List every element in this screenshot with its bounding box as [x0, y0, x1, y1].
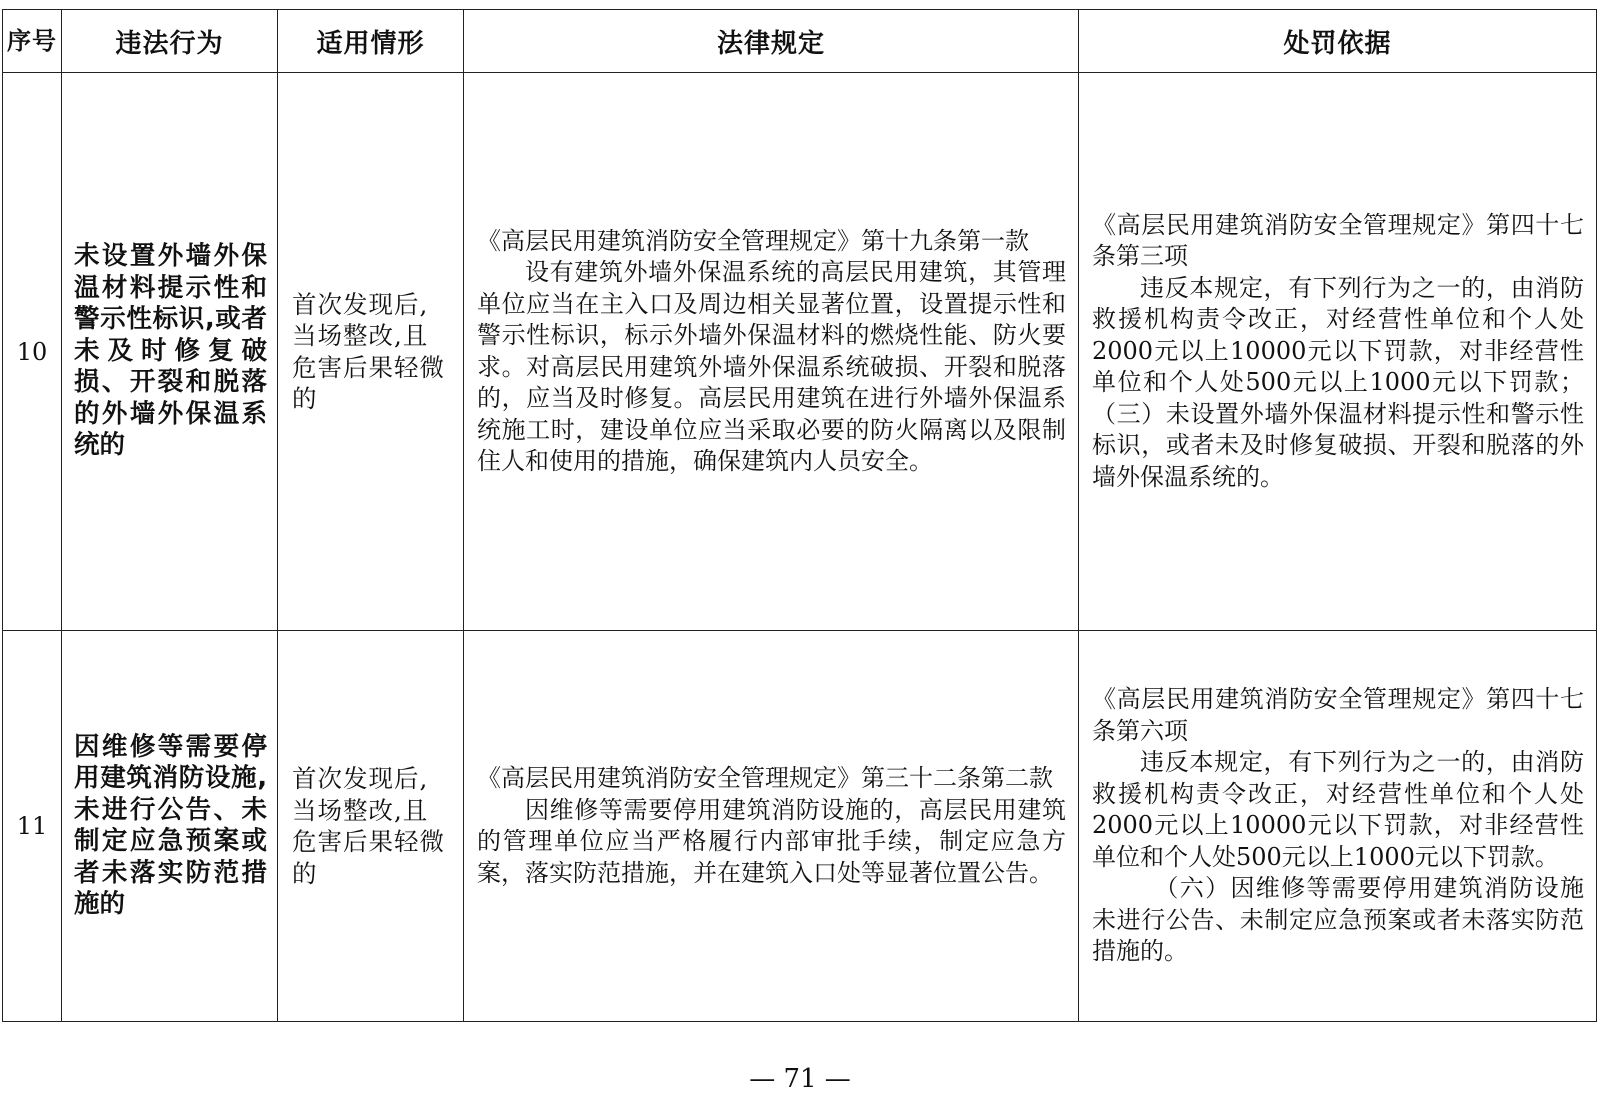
basis-title: 《高层民用建筑消防安全管理规定》第四十七条第六项 — [1092, 685, 1584, 745]
header-legal-provision: 法律规定 — [464, 10, 1079, 73]
header-applicable-case: 适用情形 — [278, 10, 464, 73]
page-number: — 71 — — [749, 1064, 851, 1094]
basis-text: 违反本规定，有下列行为之一的，由消防救援机构责令改正，对经营性单位和个人处2000元以上10000元以下罚款，对非经营性单位和个人处500元以上1000元以下罚款；（三）未设置外墙外保温材料提示性和警示性标识，或者未及时修复破损、开裂和脱落的外墙外保温系统的。 — [1092, 273, 1584, 491]
law-text: 设有建筑外墙外保温系统的高层民用建筑，其管理单位应当在主入口及周边相关显著位置，设置提示性和警示性标识，标示外墙外保温材料的燃烧性能、防火要求。对高层民用建筑外墙外保温系统破损、开裂和脱落的，应当及时修复。高层民用建筑在进行外墙外保温系统施工时，建设单位应当采取必要的防火隔离以及限制住人和使用的措施，确保建筑内人员安全。 — [477, 258, 1066, 475]
header-serial-number: 序号 — [3, 10, 62, 73]
basis-title: 《高层民用建筑消防安全管理规定》第四十七条第三项 — [1092, 210, 1584, 271]
row-serial-number: 11 — [3, 631, 62, 1022]
law-title: 《高层民用建筑消防安全管理规定》第三十二条第二款 — [477, 764, 1053, 792]
law-title: 《高层民用建筑消防安全管理规定》第十九条第一款 — [477, 226, 1029, 255]
table-header-row — [3, 10, 1597, 73]
header-violation: 违法行为 — [62, 10, 278, 73]
law-text: 因维修等需要停用建筑消防设施的，高层民用建筑的管理单位应当严格履行内部审批手续，制定应急方案，落实防范措施，并在建筑入口处等显著位置公告。 — [477, 795, 1066, 887]
table-row — [3, 631, 1597, 1022]
row-violation: 因维修等需要停用建筑消防设施,未进行公告、未制定应急预案或者未落实防范措施的 — [62, 631, 278, 1022]
row-violation: 未设置外墙外保温材料提示性和警示性标识,或者未及时修复破损、开裂和脱落的外墙外保温系统的 — [62, 73, 278, 631]
table-row — [3, 73, 1597, 631]
basis-text: 违反本规定，有下列行为之一的，由消防救援机构责令改正，对经营性单位和个人处2000元以上10000元以下罚款，对非经营性单位和个人处500元以上1000元以下罚款。 — [1092, 748, 1584, 871]
row-penalty-basis — [1079, 73, 1597, 631]
basis-item: （六）因维修等需要停用建筑消防设施未进行公告、未制定应急预案或者未落实防范措施的。 — [1092, 874, 1584, 966]
penalty-table — [2, 9, 1597, 1022]
row-applicable-case: 首次发现后,当场整改,且危害后果轻微的 — [278, 631, 464, 1022]
row-applicable-case: 首次发现后,当场整改,且危害后果轻微的 — [278, 73, 464, 631]
row-legal-provision — [464, 631, 1079, 1022]
row-serial-number: 10 — [3, 73, 62, 631]
row-legal-provision — [464, 73, 1079, 631]
header-penalty-basis: 处罚依据 — [1079, 10, 1597, 73]
row-penalty-basis — [1079, 631, 1597, 1022]
